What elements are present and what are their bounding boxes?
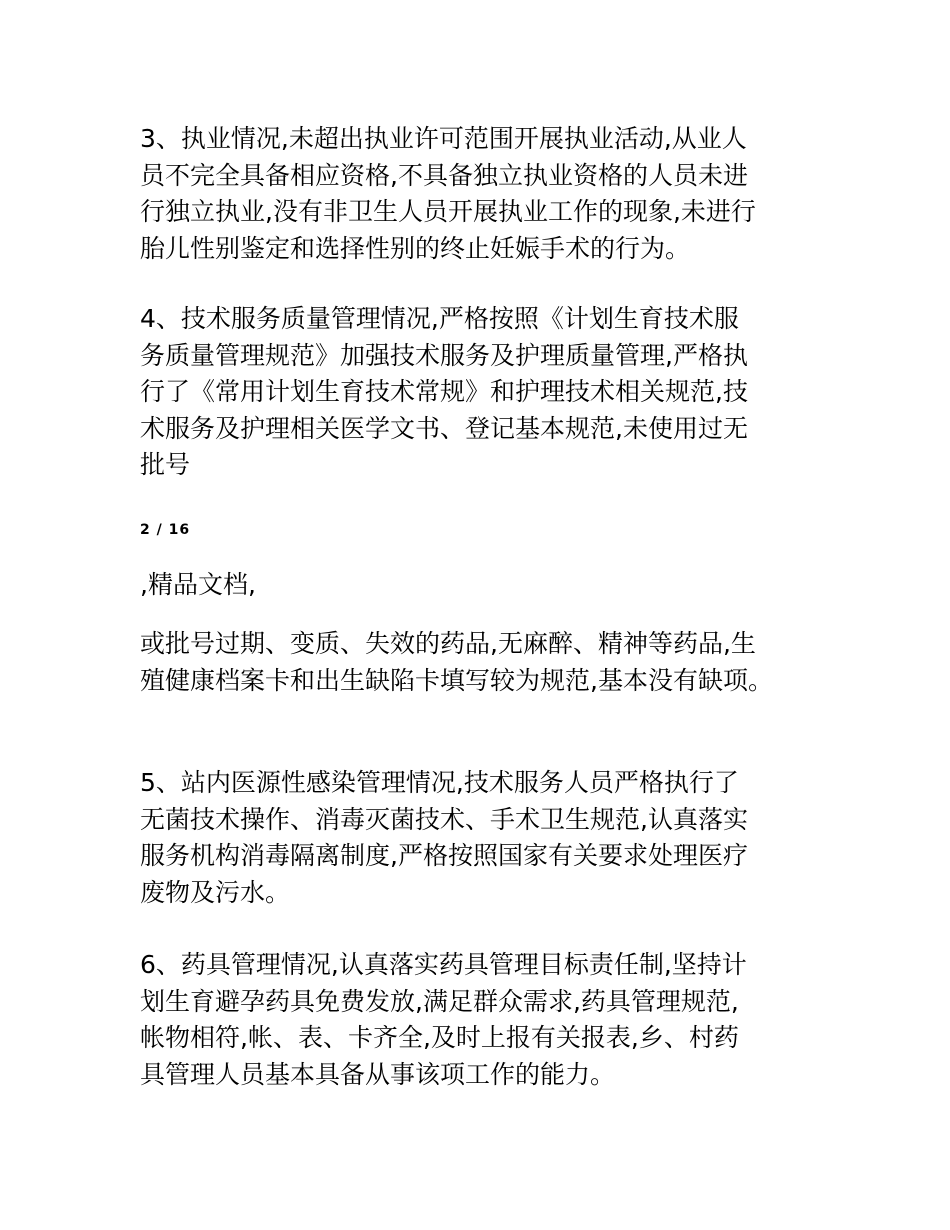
paragraph-continuation <box>140 626 840 699</box>
text-line: 6、药具管理情况,认真落实药具管理目标责任制,坚持计 <box>140 950 747 979</box>
text-line: 行了《常用计划生育技术常规》和护理技术相关规范,技 <box>140 377 748 406</box>
text-line: 3、执业情况,未超出执业许可范围开展执业活动,从业人 <box>140 124 747 153</box>
text-line: 批号 <box>140 450 191 479</box>
paragraph-item-3 <box>140 121 840 267</box>
text-line: 具管理人员基本具备从事该项工作的能力。 <box>140 1059 616 1089</box>
text-line: 胎儿性别鉴定和选择性别的终止妊娠手术的行为。 <box>140 233 691 263</box>
text-line: 无菌技术操作、消毒灭菌技术、手术卫生规范,认真落实 <box>140 804 748 834</box>
text-line: 员不完全具备相应资格,不具备独立执业资格的人员未进 <box>140 160 748 190</box>
text-line: 术服务及护理相关医学文书、登记基本规范,未使用过无 <box>140 413 748 443</box>
header-text: ,精品文档, <box>140 570 256 599</box>
text-line: 殖健康档案卡和出生缺陷卡填写较为规范,基本没有缺项。 <box>140 665 773 695</box>
paragraph-item-5 <box>140 765 840 911</box>
text-line: 或批号过期、变质、失效的药品,无麻醉、精神等药品,生 <box>140 629 756 658</box>
text-line: 5、站内医源性感染管理情况,技术服务人员严格执行了 <box>140 768 739 797</box>
text-line: 行独立执业,没有非卫生人员开展执业工作的现象,未进行 <box>140 197 756 226</box>
text-line: 废物及污水。 <box>140 877 291 907</box>
text-line: 帐物相符,帐、表、卡齐全,及时上报有关报表,乡、村药 <box>140 1023 739 1052</box>
text-line: 划生育避孕药具免费发放,满足群众需求,药具管理规范, <box>140 986 739 1016</box>
paragraph-item-4 <box>140 301 840 484</box>
text-line: 4、技术服务质量管理情况,严格按照《计划生育技术服 <box>140 304 739 333</box>
text-line: 服务机构消毒隔离制度,严格按照国家有关要求处理医疗 <box>140 841 748 870</box>
paragraph-item-6 <box>140 947 840 1093</box>
page-header <box>140 567 840 604</box>
page-number: 2 / 16 <box>140 522 191 538</box>
text-line: 务质量管理规范》加强技术服务及护理质量管理,严格执 <box>140 340 748 370</box>
